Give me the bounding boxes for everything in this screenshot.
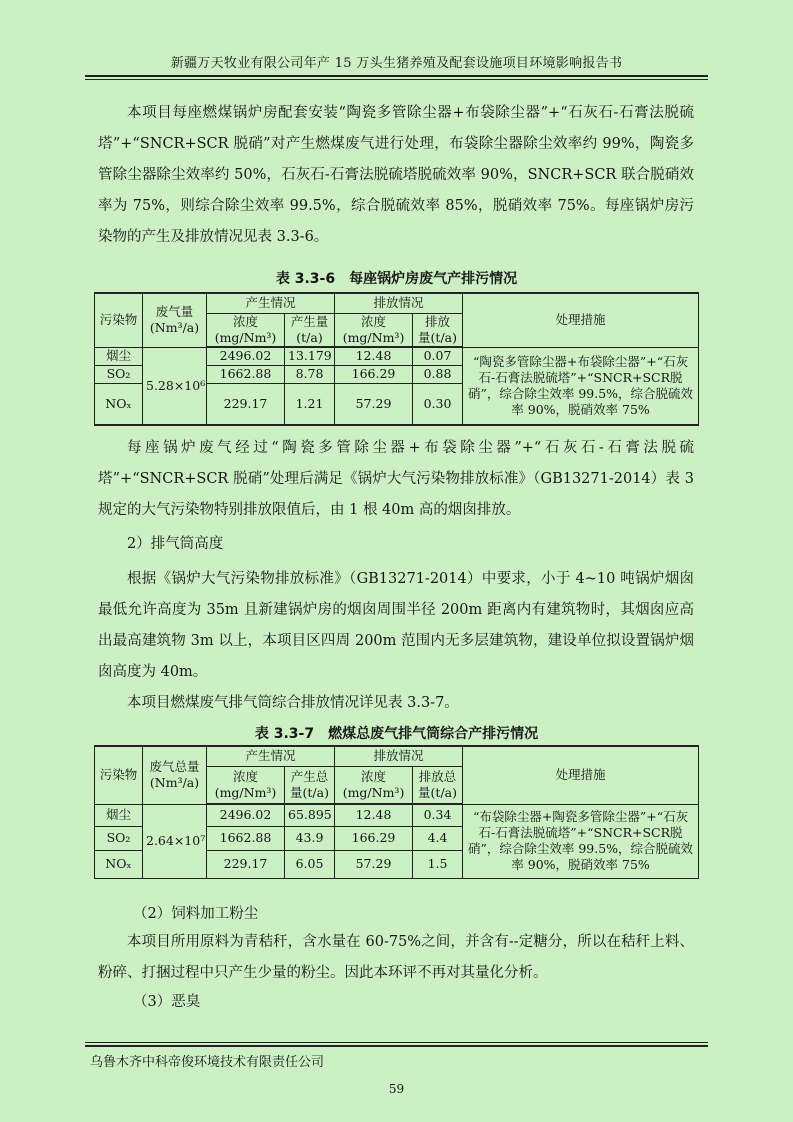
measure-cell: “布袋除尘器+陶瓷多管除尘器”+“石灰石-石膏法脱硫塔”+“SNCR+SCR脱硝”，综合除尘效率 99.5%，综合脱硫效率 90%，脱硝效率 75% (463, 804, 699, 878)
table-3-3-7 (94, 745, 699, 879)
volume-cell: 2.64×10⁷ (143, 804, 207, 878)
header-emit-amount: 排放 量(t/a) (413, 313, 463, 347)
header-emit-conc: 浓度 (mg/Nm³) (335, 766, 413, 804)
paragraph-stack-requirement: 根据《锅炉大气污染物排放标准》（GB13271-2014）中要求，小于 4~10 吨锅炉烟囱最低允许高度为 35m 且新建锅炉房的烟囱周围半径 200m 距离内有建筑物时，其烟囱应高出最高建筑物 3m 以上，本项目区四周 200m 范围内无多层建筑物，建设单位拟设置锅炉烟囱高度为 40m。 (98, 571, 694, 680)
header-volume: 废气量(Nm³/a) (143, 293, 207, 347)
header-measure: 处理措施 (463, 293, 699, 347)
table-row: 烟尘 2.64×10⁷ 2496.02 65.895 12.48 0.34 “布袋除尘器+陶瓷多管除尘器”+“石灰石-石膏法脱硫塔”+“SNCR+SCR脱硝”，综合除尘效率 99.5%，综合脱硫效率 90%，脱硝效率 75% (95, 804, 699, 826)
footer-rule (85, 1045, 708, 1047)
volume-cell: 5.28×10⁶ (143, 347, 207, 425)
header-emit: 排放情况 (335, 293, 463, 313)
header-conc: 浓度 (mg/Nm³) (207, 313, 285, 347)
item-feed-dust: （2）饲料加工粉尘 (133, 906, 259, 922)
table-3-3-6 (94, 292, 699, 426)
item-stack-height: 2）排气筒高度 (127, 536, 224, 552)
footer-company: 乌鲁木齐中科帝俊环境技术有限责任公司 (90, 1055, 325, 1070)
paragraph-feed-dust: 本项目所用原料为青秸秆，含水量在 60-75%之间，并含有--定糖分，所以在秸秆上料、粉碎、打捆过程中只产生少量的粉尘。因此本环评不再对其量化分析。 (98, 934, 694, 981)
header-pollutant: 污染物 (95, 293, 143, 347)
header-emit-amount: 排放总 量(t/a) (413, 766, 463, 804)
header-conc: 浓度 (mg/Nm³) (207, 766, 285, 804)
header-measure: 处理措施 (463, 746, 699, 804)
page-number: 59 (388, 1082, 405, 1096)
table-row: SO₂ 1662.88 43.9 166.29 4.4 (95, 826, 699, 850)
header-amount: 产生总 量(t/a) (285, 766, 335, 804)
table-row: SO₂ 1662.88 8.78 166.29 0.88 (95, 365, 699, 383)
paragraph-boiler-treatment: 本项目每座燃煤锅炉房配套安装“陶瓷多管除尘器+布袋除尘器”+“石灰石-石膏法脱硫塔”+“SNCR+SCR 脱硝”对产生燃煤废气进行处理，布袋除尘器除尘效率约 99%，陶瓷多管除尘器除尘效率约 50%，石灰石-石膏法脱硫塔脱硫效率 90%，SNCR+SCR 联合脱硝效率为 75%，则综合除尘效率 99.5%，综合脱硫效率 85%，脱硝效率 75%。每座锅炉房污染物的产生及排放情况见表 3.3-6。 (98, 105, 694, 245)
table-row: NOₓ 229.17 1.21 57.29 0.30 (95, 383, 699, 425)
header-amount: 产生量 (t/a) (285, 313, 335, 347)
header-rule (85, 75, 708, 77)
table-3-3-7-caption: 表 3.3-7 燃煤总废气排气筒综合产排污情况 (254, 726, 539, 742)
footer-rule-thin (85, 1042, 708, 1043)
header-title: 新疆万天牧业有限公司年产 15 万头生猪养殖及配套设施项目环境影响报告书 (170, 56, 623, 71)
header-pollutant: 污染物 (95, 746, 143, 804)
header-emit: 排放情况 (335, 746, 463, 766)
header-volume: 废气总量(Nm³/a) (143, 746, 207, 804)
paragraph-treatment-result: 每座锅炉废气经过“陶瓷多管除尘器+布袋除尘器”+“石灰石-石膏法脱硫塔”+“SNCR+SCR 脱硝”处理后满足《锅炉大气污染物排放标准》（GB13271-2014）表 3 规定的大气污染物特别排放限值后，由 1 根 40m 高的烟囱排放。 (98, 440, 694, 518)
table-row: NOₓ 229.17 6.05 57.29 1.5 (95, 850, 699, 878)
header-produce: 产生情况 (207, 293, 335, 313)
header-emit-conc: 浓度 (mg/Nm³) (335, 313, 413, 347)
item-odor: （3）恶臭 (133, 994, 201, 1010)
table-row: 烟尘 5.28×10⁶ 2496.02 13.179 12.48 0.07 “陶瓷多管除尘器+布袋除尘器”+“石灰石-石膏法脱硫塔”+“SNCR+SCR脱硝”，综合除尘效率 99.5%，综合脱硫效率 90%，脱硝效率 75% (95, 347, 699, 365)
header-rule-thin (85, 79, 708, 80)
measure-cell: “陶瓷多管除尘器+布袋除尘器”+“石灰石-石膏法脱硫塔”+“SNCR+SCR脱硝”，综合除尘效率 99.5%，综合脱硫效率 90%，脱硝效率 75% (463, 347, 699, 425)
paragraph-table-ref: 本项目燃煤废气排气筒综合排放情况详见表 3.3-7。 (127, 695, 459, 711)
header-produce: 产生情况 (207, 746, 335, 766)
table-3-3-6-caption: 表 3.3-6 每座锅炉房废气产排污情况 (275, 271, 518, 287)
